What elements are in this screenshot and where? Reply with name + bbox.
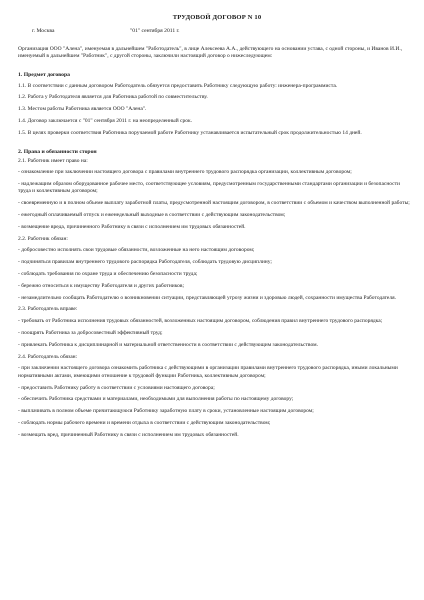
list-item: - надлежащим образом оборудованное рабочее место, соответствующее условиям, предусмотренным государственными стандартами организации и безопасности труда и коллективным договором;: [18, 181, 400, 195]
clause-1-3: 1.3. Местом работы Работника является ООО "Алена".: [18, 106, 147, 113]
list-item: - возмещение вреда, причиненного Работнику в связи с исполнением им трудовых обязанностей.: [18, 223, 246, 230]
contract-page: [18, 14, 410, 439]
list-item: - возмещать вред, причиненный Работнику в связи с исполнением им трудовых обязанностей.: [18, 431, 239, 438]
clause-1-2: 1.2. Работа у Работодателя является для Работника работой по совместительству.: [18, 94, 208, 101]
list-item: - привлекать Работника к дисциплинарной и материальной ответственности в соответствии с действующим законодательством.: [18, 341, 318, 348]
clause-1-5: 1.5. В целях проверки соответствия Работника поручаемой работе Работнику устанавливается испытательный срок продолжительностью 14 дней.: [18, 129, 362, 136]
clause-1-4: 1.4. Договор заключается с "01" сентября 2011 г. на неопределенный срок.: [18, 117, 193, 124]
list-item: - поощрять Работника за добросовестный эффективный труд;: [18, 330, 163, 337]
place-text: г. Москва: [32, 28, 55, 34]
clause-2-1-title: 2.1. Работник имеет право на:: [18, 157, 88, 164]
clause-2-3-title: 2.3. Работодатель вправе:: [18, 306, 78, 313]
list-item: - подчиняться правилам внутреннего трудового распорядка Работодателя, соблюдать трудовую дисциплину;: [18, 259, 272, 266]
list-item: - бережно относиться к имуществу Работодателя и других работников;: [18, 282, 184, 289]
list-item: - добросовестно исполнять свои трудовые обязанности, возложенные на него настоящим договором;: [18, 247, 255, 254]
document-title: ТРУДОВОЙ ДОГОВОР N 10: [172, 14, 262, 21]
list-item: - своевременную и в полном объеме выплату заработной платы, предусмотренной настоящим договором, в соответствии с объемом и качеством выполненной работы;: [18, 200, 410, 207]
list-item: - незамедлительно сообщать Работодателю о возникновении ситуации, представляющей угрозу жизни и здоровью людей, сохранности имущества Работодателя.: [18, 294, 396, 301]
list-item: - предоставить Работнику работу в соответствии с условиями настоящего договора;: [18, 384, 215, 391]
list-item: - ежегодный оплачиваемый отпуск и еженедельный выходные в соответствии с действующим законодательством;: [18, 212, 286, 219]
list-item: - при заключении настоящего договора ознакомить работника с действующими в организации правилами внутреннего трудового распорядка, иными локальными нормативными актами, имеющими отношение к трудовой функции Работника, коллективным договором;: [18, 365, 398, 379]
list-item: - требовать от Работника исполнения трудовых обязанностей, возложенных настоящим договором, соблюдения правил внутреннего трудового распорядка;: [18, 318, 383, 325]
list-item: - соблюдать требования по охране труда и обеспечению безопасности труда;: [18, 271, 198, 278]
clause-2-2-title: 2.2. Работник обязан:: [18, 235, 68, 242]
place-date-line: [18, 28, 410, 40]
clause-1-1: 1.1. В соответствии с данным договором Работодатель обязуется предоставить Работнику следующую работу: инженера-программиста.: [18, 82, 338, 89]
list-item: - ознакомление при заключении настоящего договора с правилами внутреннего трудового распорядка организации, коллективным договором;: [18, 169, 352, 176]
clause-2-4-title: 2.4. Работодатель обязан:: [18, 353, 78, 360]
list-item: - обеспечить Работника средствами и материалами, необходимыми для выполнения работы по настоящему договору;: [18, 396, 294, 403]
intro-paragraph: Организация ООО "Алена", именуемая в дальнейшем "Работодатель", в лице Алексеева А.А., действующего на основании устава, с одной стороны, и Иванов И.И., именуемый в дальнейшем "Работник", с другой стороны, заключили настоящий договор о нижеследующем:: [18, 45, 403, 59]
list-item: - соблюдать нормы рабочего времени и времени отдыха в соответствии с действующим законодательством;: [18, 419, 271, 426]
section-1-heading: 1. Предмет договора: [18, 72, 70, 79]
list-item: - выплачивать в полном объеме причитающуюся Работнику заработную плату в сроки, установленные настоящим договором;: [18, 408, 314, 415]
date-text: "01" сентября 2011 г.: [130, 28, 180, 34]
section-2-heading: 2. Права и обязанности сторон: [18, 149, 97, 156]
